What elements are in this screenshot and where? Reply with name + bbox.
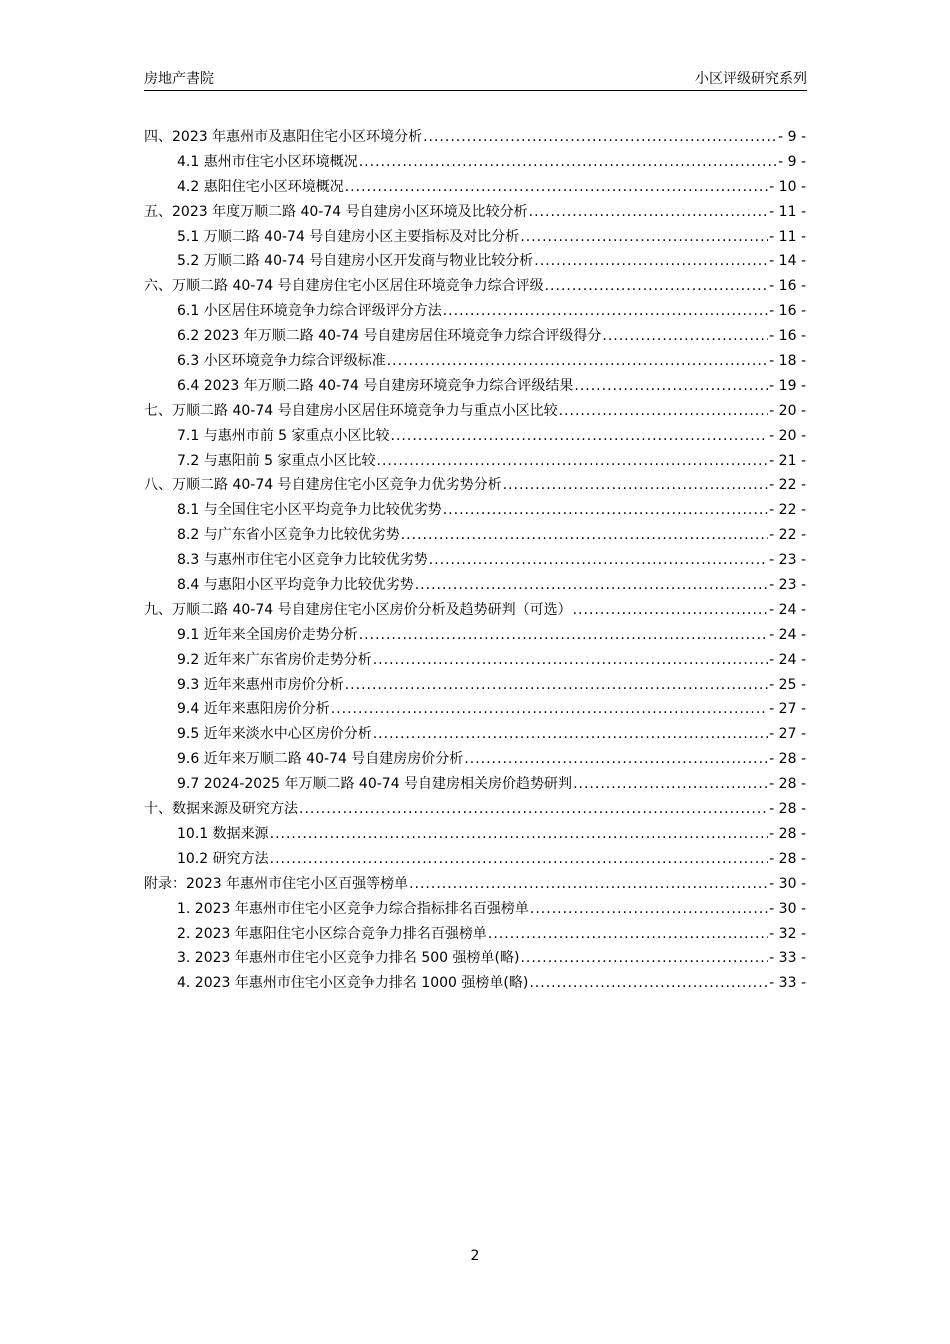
toc-entry[interactable] [144,125,806,150]
toc-leader-dots [359,623,768,648]
toc-entry-page: - 24 - [769,626,806,643]
toc-leader-dots [545,274,769,299]
toc-entry-title: 七、万顺二路 40-74 号自建房小区居住环境竞争力与重点小区比较 [144,402,558,419]
toc-entry-title: 十、数据来源及研究方法 [144,801,298,818]
toc-entry-title: 9.2 近年来广东省房价走势分析 [177,651,372,668]
toc-entry[interactable] [144,946,806,971]
toc-leader-dots [391,424,769,449]
toc-entry-title: 4.2 惠阳住宅小区环境概况 [177,178,344,195]
toc-entry[interactable] [144,573,806,598]
toc-leader-dots [573,598,769,623]
toc-entry-page: - 24 - [769,601,806,618]
toc-entry-page: - 30 - [769,900,806,917]
toc-entry[interactable] [144,747,806,772]
toc-leader-dots [488,922,768,947]
toc-entry-page: - 20 - [769,427,806,444]
toc-entry-page: - 20 - [769,402,806,419]
toc-entry-page: - 25 - [769,676,806,693]
toc-entry-title: 6.2 2023 年万顺二路 40-74 号自建房居住环境竞争力综合评级得分 [177,328,602,345]
toc-leader-dots [443,299,768,324]
toc-entry-title: 8.2 与广东省小区竞争力比较优劣势 [177,527,400,544]
page-number: 2 [470,1248,480,1264]
toc-entry-title: 1. 2023 年惠州市住宅小区竞争力综合指标排名百强榜单 [177,900,529,917]
toc-leader-dots [520,946,768,971]
toc-leader-dots [409,872,768,897]
toc-entry[interactable] [144,498,806,523]
toc-entry-title: 8.3 与惠州市住宅小区竞争力比较优劣势 [177,552,428,569]
toc-entry[interactable] [144,473,806,498]
toc-entry-page: - 28 - [769,825,806,842]
toc-leader-dots [602,324,768,349]
toc-entry-page: - 14 - [769,253,806,270]
toc-entry-page: - 23 - [769,577,806,594]
toc-entry-page: - 22 - [769,527,806,544]
toc-leader-dots [345,673,768,698]
toc-entry-page: - 28 - [769,776,806,793]
toc-entry-title: 8.4 与惠阳小区平均竞争力比较优劣势 [177,577,414,594]
toc-entry-title: 9.5 近年来淡水中心区房价分析 [177,726,372,743]
toc-entry-title: 9.7 2024-2025 年万顺二路 40-74 号自建房相关房价趋势研判 [177,776,573,793]
toc-entry[interactable] [144,648,806,673]
toc-leader-dots [359,150,777,175]
toc-entry-page: - 23 - [769,552,806,569]
toc-leader-dots [299,797,768,822]
page-header [144,66,807,91]
toc-entry[interactable] [144,623,806,648]
toc-entry[interactable] [144,822,806,847]
toc-entry-page: - 28 - [769,850,806,867]
toc-entry[interactable] [144,673,806,698]
toc-entry[interactable] [144,399,806,424]
toc-entry-page: - 9 - [778,129,806,145]
toc-entry[interactable] [144,225,806,250]
toc-entry-page: - 11 - [769,203,806,220]
toc-entry-page: - 9 - [778,153,806,170]
toc-entry[interactable] [144,424,806,449]
toc-entry-page: - 22 - [769,477,806,494]
header-series-title: 小区评级研究系列 [695,71,807,87]
toc-entry-page: - 33 - [769,950,806,967]
toc-entry-title: 五、2023 年度万顺二路 40-74 号自建房小区环境及比较分析 [144,203,528,220]
toc-entry-title: 六、万顺二路 40-74 号自建房住宅小区居住环境竞争力综合评级 [144,278,544,295]
toc-entry[interactable] [144,299,806,324]
toc-entry[interactable] [144,922,806,947]
toc-entry-page: - 24 - [769,651,806,668]
toc-entry-page: - 27 - [769,701,806,718]
toc-leader-dots [387,349,768,374]
toc-entry-title: 10.2 研究方法 [177,850,269,867]
toc-entry-title: 5.1 万顺二路 40-74 号自建房小区主要指标及对比分析 [177,228,520,245]
toc-entry-page: - 22 - [769,502,806,519]
toc-entry[interactable] [144,872,806,897]
toc-entry-title: 四、2023 年惠州市及惠阳住宅小区环境分析 [144,129,423,145]
toc-entry[interactable] [144,548,806,573]
toc-entry-page: - 28 - [769,801,806,818]
toc-entry-page: - 21 - [769,452,806,469]
toc-entry-title: 九、万顺二路 40-74 号自建房住宅小区房价分析及趋势研判（可选） [144,601,572,618]
toc-entry-page: - 19 - [769,377,806,394]
toc-leader-dots [429,548,768,573]
toc-entry-page: - 11 - [769,228,806,245]
toc-entry[interactable] [144,598,806,623]
toc-entry-title: 8.1 与全国住宅小区平均竞争力比较优劣势 [177,502,442,519]
toc-entry[interactable] [144,324,806,349]
toc-entry-page: - 16 - [769,278,806,295]
toc-entry-title: 9.1 近年来全国房价走势分析 [177,626,358,643]
toc-entry[interactable] [144,449,806,474]
toc-entry[interactable] [144,274,806,299]
toc-entry-title: 2. 2023 年惠阳住宅小区综合竞争力排名百强榜单 [177,925,487,942]
toc-entry-title: 9.4 近年来惠阳房价分析 [177,701,330,718]
toc-leader-dots [464,747,768,772]
toc-entry-title: 7.2 与惠阳前 5 家重点小区比较 [177,452,376,469]
toc-entry[interactable] [144,150,806,175]
toc-entry-page: - 16 - [769,328,806,345]
toc-entry[interactable] [144,523,806,548]
toc-leader-dots [530,897,768,922]
toc-entry-page: - 33 - [769,975,806,992]
toc-entry-page: - 18 - [769,353,806,370]
toc-entry[interactable] [144,697,806,722]
toc-leader-dots [573,772,768,797]
toc-leader-dots [559,399,769,424]
toc-leader-dots [373,722,768,747]
toc-entry-page: - 28 - [769,751,806,768]
toc-leader-dots [423,125,777,150]
toc-leader-dots [529,971,768,996]
toc-leader-dots [270,822,769,847]
toc-entry[interactable] [144,772,806,797]
toc-leader-dots [377,449,769,474]
toc-leader-dots [270,847,769,872]
toc-entry[interactable] [144,249,806,274]
toc-entry-page: - 30 - [769,875,806,892]
toc-leader-dots [373,648,768,673]
toc-entry-page: - 32 - [769,925,806,942]
table-of-contents [144,125,806,996]
toc-leader-dots [503,473,769,498]
toc-entry[interactable] [144,349,806,374]
toc-entry-title: 4. 2023 年惠州市住宅小区竞争力排名 1000 强榜单(略) [177,975,529,992]
toc-entry-title: 附录：2023 年惠州市住宅小区百强等榜单 [144,875,409,892]
toc-entry-title: 八、万顺二路 40-74 号自建房住宅小区竞争力优劣势分析 [144,477,502,494]
toc-entry-title: 6.1 小区居住环境竞争力综合评级评分方法 [177,303,442,320]
toc-entry-title: 7.1 与惠州市前 5 家重点小区比较 [177,427,390,444]
toc-entry-title: 3. 2023 年惠州市住宅小区竞争力排名 500 强榜单(略) [177,950,520,967]
toc-entry[interactable] [144,897,806,922]
toc-leader-dots [345,175,768,200]
toc-leader-dots [574,374,768,399]
toc-leader-dots [529,200,769,225]
toc-entry-page: - 27 - [769,726,806,743]
toc-entry-title: 6.3 小区环境竞争力综合评级标准 [177,353,386,370]
toc-entry-title: 9.6 近年来万顺二路 40-74 号自建房房价分析 [177,751,464,768]
toc-entry-title: 6.4 2023 年万顺二路 40-74 号自建房环境竞争力综合评级结果 [177,377,574,394]
toc-entry[interactable] [144,971,806,996]
toc-leader-dots [534,249,768,274]
toc-entry-title: 5.2 万顺二路 40-74 号自建房小区开发商与物业比较分析 [177,253,534,270]
toc-entry[interactable] [144,722,806,747]
toc-entry[interactable] [144,374,806,399]
toc-leader-dots [401,523,768,548]
toc-entry[interactable] [144,175,806,200]
toc-leader-dots [443,498,768,523]
toc-entry[interactable] [144,847,806,872]
toc-entry-title: 10.1 数据来源 [177,825,269,842]
toc-entry[interactable] [144,797,806,822]
toc-entry-title: 4.1 惠州市住宅小区环境概况 [177,153,358,170]
toc-entry[interactable] [144,200,806,225]
toc-leader-dots [520,225,768,250]
toc-leader-dots [415,573,768,598]
header-publisher: 房地产書院 [144,71,214,87]
toc-leader-dots [331,697,768,722]
toc-entry-title: 9.3 近年来惠州市房价分析 [177,676,344,693]
toc-entry-page: - 10 - [769,178,806,195]
toc-entry-page: - 16 - [769,303,806,320]
